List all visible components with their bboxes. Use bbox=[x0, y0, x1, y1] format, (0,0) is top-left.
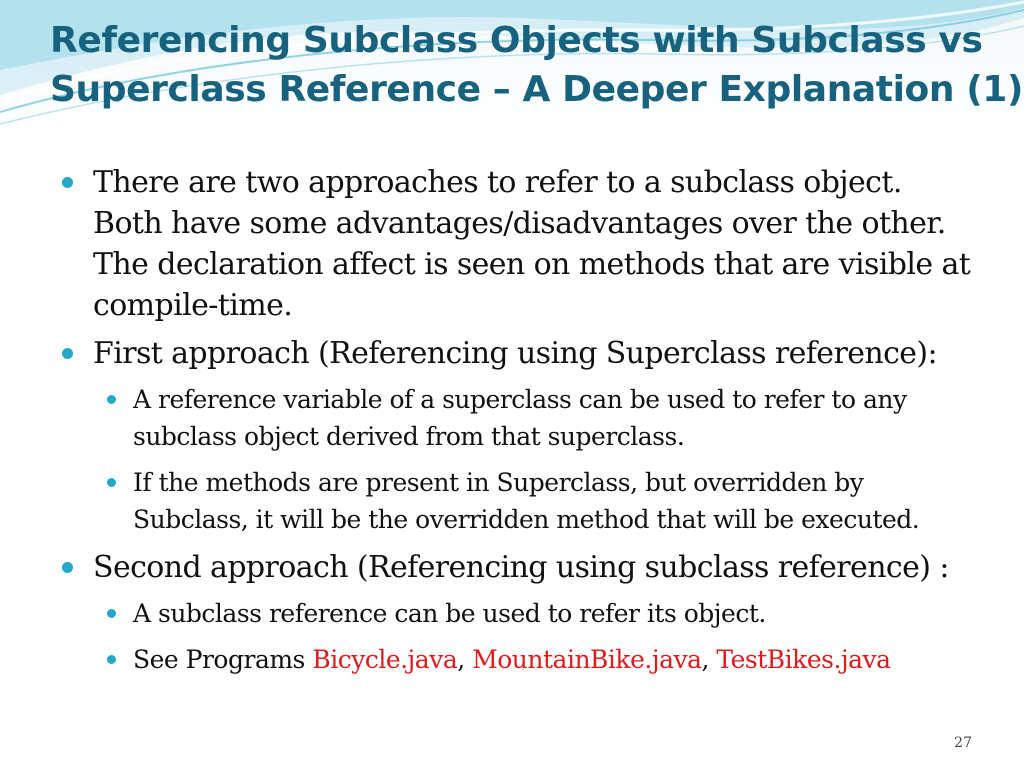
bullet-dot-icon bbox=[62, 348, 73, 359]
sub-bullet-item bbox=[62, 595, 972, 632]
bullet-dot-icon bbox=[107, 655, 116, 664]
slide-title-line-2: Superclass Reference – A Deeper Explanation (1) bbox=[50, 69, 1024, 110]
slide-title-line-1: Referencing Subclass Objects with Subclass vs bbox=[50, 20, 983, 61]
sub-bullet-item bbox=[62, 464, 972, 538]
bullet-text: First approach (Referencing using Superclass reference): bbox=[93, 336, 938, 371]
bullet-dot-icon bbox=[62, 177, 73, 188]
file-link-mountainbike[interactable]: MountainBike.java bbox=[472, 645, 702, 674]
bullet-dot-icon bbox=[107, 395, 116, 404]
bullet-text: There are two approaches to refer to a subclass object. Both have some advantages/disadvantages over the other. The declaration affect is seen on methods that are visible at compile-time. bbox=[93, 165, 971, 323]
bullet-text: Second approach (Referencing using subclass reference) : bbox=[93, 550, 949, 585]
sub-bullet-text: A reference variable of a superclass can be used to refer to any subclass object derived from that superclass. bbox=[133, 385, 907, 451]
sub-bullet-text: If the methods are present in Superclass, but overridden by Subclass, it will be the overridden method that will be executed. bbox=[133, 468, 920, 534]
separator: , bbox=[457, 645, 473, 674]
bullet-dot-icon bbox=[107, 478, 116, 487]
separator: , bbox=[701, 645, 717, 674]
slide-number: 27 bbox=[954, 735, 972, 751]
sub-bullet-item bbox=[62, 641, 972, 678]
bullet-dot-icon bbox=[62, 562, 73, 573]
file-link-testbikes[interactable]: TestBikes.java bbox=[716, 645, 891, 674]
file-link-bicycle[interactable]: Bicycle.java bbox=[312, 645, 458, 674]
bullet-item bbox=[62, 547, 972, 588]
slide-title bbox=[50, 16, 1024, 114]
slide-body bbox=[62, 162, 972, 687]
sub-bullet-text: A subclass reference can be used to refer its object. bbox=[133, 599, 766, 628]
programs-prefix: See Programs bbox=[133, 645, 313, 674]
sub-bullet-item bbox=[62, 381, 972, 455]
bullet-item bbox=[62, 333, 972, 374]
bullet-dot-icon bbox=[107, 609, 116, 618]
bullet-item bbox=[62, 162, 972, 326]
